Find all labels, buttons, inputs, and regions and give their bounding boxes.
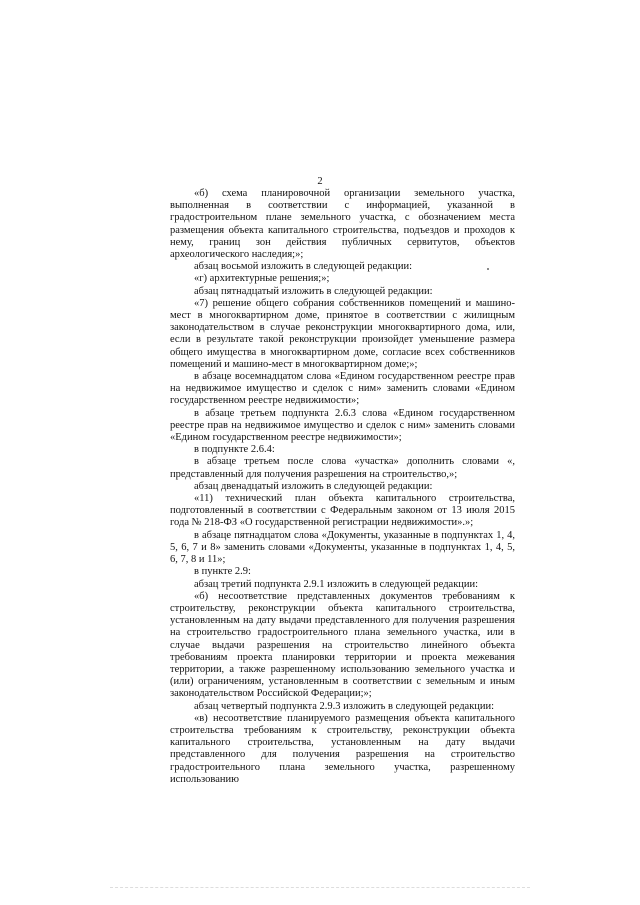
paragraph-11: «11) технический план объекта капитального строительства, подготовленный в соответствии с Федеральным законом от 13 июля 2015 года № 218-ФЗ «О государственной регистрации недвижимости».»;: [170, 493, 515, 529]
paragraph-12: в абзаце пятнадцатом слова «Документы, указанные в подпунктах 1, 4, 5, 6, 7 и 8» заменить словами «Документы, указанные в подпунктах 1, 4, 5, 6, 7, 8 и 11»;: [170, 529, 515, 566]
paragraph-7: в абзаце третьем подпункта 2.6.3 слова «Едином государственном реестре прав на недвижимое имущество и сделок с ним» заменить словами «Едином государственном реестре недвижимости»;: [170, 407, 515, 444]
scan-speck: [487, 268, 489, 270]
page-number: 2: [317, 176, 323, 187]
paragraph-8: в подпункте 2.6.4:: [194, 444, 275, 456]
paragraph-2: абзац восьмой изложить в следующей редакции:: [194, 261, 412, 273]
paragraph-17: «в) несоответствие планируемого размещения объекта капитального строительства требованиям к строительству, реконструкции объекта капитального строительства, установленным на дату выдачи представленного для получения разрешения на строительство градостроительного плана земельного участка, разрешенному использованию: [170, 712, 515, 785]
paragraph-9: в абзаце третьем после слова «участка» дополнить словами «, представленный для получения разрешения на строительство,»;: [170, 456, 515, 480]
paragraph-10: абзац двенадцатый изложить в следующей редакции:: [194, 480, 433, 492]
paragraph-15: «б) несоответствие представленных документов требованиям к строительству, реконструкции объекта капитального строительства, установленным на дату выдачи представленного для получения разрешения на строительство градостроительного плана земельного участка, или в случае выдачи разрешения на строительство линейного объекта требованиям проекта планировки территории и проекта межевания территории, а также разрешенному использованию земельного участка и (или) ограничениям, установленным в соответствии с земельным и иным законодательством Российской Федерации;»;: [170, 590, 515, 700]
paragraph-16: абзац четвертый подпункта 2.9.3 изложить в следующей редакции:: [194, 700, 495, 712]
paragraph-1: «б) схема планировочной организации земельного участка, выполненная в соответствии с информацией, указанной в градостроительном плане земельного участка, с обозначением места размещения объекта капитального строительства, подъездов и проходов к нему, границ зон действия публичных сервитутов, объектов археологического наследия;»;: [170, 188, 515, 261]
paragraph-4: абзац пятнадцатый изложить в следующей редакции:: [194, 285, 433, 297]
paragraph-6: в абзаце восемнадцатом слова «Едином государственном реестре прав на недвижимое имущество и сделок с ним» заменить словами «Едином государственном реестре недвижимости»;: [170, 371, 515, 407]
scan-artifact-line: [110, 887, 530, 889]
document-body: [170, 188, 515, 786]
paragraph-5: «7) решение общего собрания собственников помещений и машино-мест в многоквартирном доме, принятое в соответствии с жилищным законодательством в случае реконструкции многоквартирного дома, или, если в результате такой реконструкции произойдет уменьшение размера общего имущества в многоквартирном доме, согласие всех собственников помещений и машино-мест в многоквартирном доме;»;: [170, 297, 515, 370]
paragraph-14: абзац третий подпункта 2.9.1 изложить в следующей редакции:: [194, 578, 479, 590]
paragraph-13: в пункте 2.9:: [194, 566, 251, 578]
paragraph-3: «г) архитектурные решения;»;: [194, 273, 330, 285]
